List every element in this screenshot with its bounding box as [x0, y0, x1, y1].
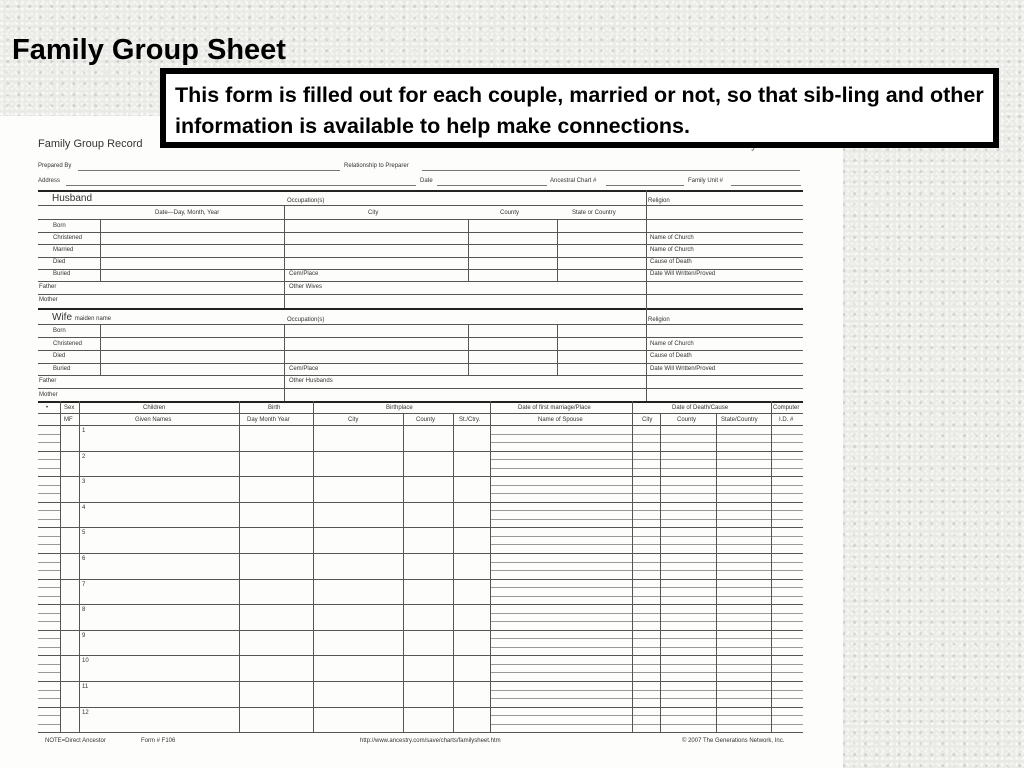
child-subline — [632, 621, 771, 622]
child-subline — [771, 698, 803, 699]
footer-note: NOTE=Direct Ancestor — [45, 738, 106, 744]
husband-event-christened: Christened — [53, 235, 83, 241]
child-subline — [38, 613, 60, 614]
child-subline — [632, 724, 771, 725]
child-subline — [490, 621, 632, 622]
child-row-border — [38, 604, 803, 605]
husband-event-died: Died — [53, 259, 66, 265]
mf-header: MF — [64, 417, 73, 423]
child-subline — [490, 442, 632, 443]
child-subline — [632, 698, 771, 699]
child-subline — [771, 621, 803, 622]
child-subline — [490, 672, 632, 673]
husband-church-2: Name of Church — [650, 247, 694, 253]
spouse-name-header: Name of Spouse — [538, 417, 583, 423]
child-subline — [490, 724, 632, 725]
birthplace-header: Birthplace — [386, 405, 413, 411]
child-subline — [771, 596, 803, 597]
child-subline — [490, 485, 632, 486]
child-subline — [490, 715, 632, 716]
child-subline — [490, 647, 632, 648]
wife-event-born: Born — [53, 328, 66, 334]
child-subline — [38, 459, 60, 460]
child-subline — [771, 664, 803, 665]
child-subline — [771, 536, 803, 537]
child-subline — [632, 485, 771, 486]
child-number: 7 — [82, 581, 86, 588]
child-subline — [490, 468, 632, 469]
child-subline — [38, 570, 60, 571]
state-column-header: State or Country — [572, 210, 616, 216]
child-subline — [771, 519, 803, 520]
death-state-header: State/Country — [721, 417, 758, 423]
child-subline — [38, 587, 60, 588]
child-subline — [38, 672, 60, 673]
county-column-header: County — [500, 210, 520, 216]
other-wives-label: Other Wives — [289, 284, 323, 290]
child-subline — [490, 690, 632, 691]
footer-url: http://www.ancestry.com/save/charts/familysheet.htm — [360, 738, 501, 744]
child-subline — [490, 638, 632, 639]
child-subline — [38, 519, 60, 520]
husband-event-married: Married — [53, 247, 74, 253]
wife-father-label: Father — [39, 378, 57, 384]
child-subline — [771, 690, 803, 691]
child-number: 8 — [82, 607, 86, 614]
family-group-record-form — [0, 116, 843, 768]
child-subline — [771, 638, 803, 639]
child-subline — [632, 647, 771, 648]
child-subline — [490, 570, 632, 571]
child-subline — [38, 621, 60, 622]
wife-religion-label: Religion — [648, 317, 670, 323]
child-subline — [632, 690, 771, 691]
wife-cause-death: Cause of Death — [650, 353, 692, 359]
wife-church: Name of Church — [650, 341, 694, 347]
child-subline — [771, 468, 803, 469]
child-subline — [771, 672, 803, 673]
child-subline — [632, 570, 771, 571]
child-subline — [771, 493, 803, 494]
husband-cause-death: Cause of Death — [650, 259, 692, 265]
husband-heading: Husband — [52, 193, 93, 204]
child-subline — [632, 510, 771, 511]
ancestral-chart-label: Ancestral Chart # — [550, 178, 597, 184]
death-header: Date of Death/Cause — [672, 405, 729, 411]
child-subline — [38, 698, 60, 699]
child-subline — [632, 664, 771, 665]
child-subline — [38, 536, 60, 537]
child-number: 1 — [82, 428, 86, 434]
child-number: 5 — [82, 530, 86, 537]
child-subline — [771, 724, 803, 725]
child-number: 4 — [82, 504, 86, 511]
date-column-header: Date—Day, Month, Year — [155, 210, 220, 216]
husband-cem-place: Cem/Place — [289, 271, 319, 277]
wife-heading: Wife maiden name — [52, 312, 112, 323]
child-subline — [632, 596, 771, 597]
husband-event-born: Born — [53, 223, 66, 229]
child-subline — [490, 613, 632, 614]
child-subline — [38, 638, 60, 639]
child-subline — [632, 587, 771, 588]
address-label: Address — [38, 178, 61, 184]
child-subline — [38, 664, 60, 665]
child-subline — [38, 724, 60, 725]
child-row-border — [38, 732, 803, 733]
child-number: 6 — [82, 556, 86, 562]
child-subline — [632, 613, 771, 614]
child-subline — [632, 544, 771, 545]
first-marriage-header: Date of first marriage/Place — [518, 405, 591, 411]
child-number: 11 — [82, 684, 89, 690]
child-number: 10 — [82, 658, 89, 665]
child-subline — [490, 510, 632, 511]
death-city-header: City — [642, 417, 653, 423]
child-subline — [38, 493, 60, 494]
child-number: 9 — [82, 632, 86, 639]
child-subline — [771, 647, 803, 648]
child-number: 12 — [82, 709, 89, 716]
child-subline — [632, 562, 771, 563]
child-row-border — [38, 579, 803, 580]
death-county-header: County — [677, 417, 697, 423]
wife-cem-place: Cem/Place — [289, 366, 319, 372]
wife-mother-label: Mother — [39, 392, 58, 398]
maiden-name-label: maiden name — [74, 316, 112, 322]
slide-title: Family Group Sheet — [12, 34, 286, 66]
child-number: 3 — [82, 479, 86, 486]
child-subline — [38, 690, 60, 691]
child-subline — [490, 562, 632, 563]
child-row-border — [38, 451, 803, 452]
husband-church-1: Name of Church — [650, 235, 694, 241]
child-subline — [38, 468, 60, 469]
husband-occupation-label: Occupation(s) — [287, 198, 325, 204]
relationship-label: Relationship to Preparer — [344, 163, 409, 169]
husband-event-buried: Buried — [53, 271, 71, 277]
child-subline — [632, 519, 771, 520]
child-subline — [490, 596, 632, 597]
child-subline — [490, 434, 632, 435]
child-row-border — [38, 527, 803, 528]
child-subline — [632, 493, 771, 494]
child-subline — [632, 536, 771, 537]
child-subline — [771, 562, 803, 563]
child-row-border — [38, 502, 803, 503]
child-subline — [38, 562, 60, 563]
child-number: 2 — [82, 453, 86, 460]
child-subline — [632, 434, 771, 435]
direct-ancestor-marker: • — [46, 405, 49, 411]
child-row-border — [38, 553, 803, 554]
husband-religion-label: Religion — [648, 198, 670, 204]
wife-event-died: Died — [53, 353, 66, 359]
child-subline — [38, 510, 60, 511]
child-subline — [771, 510, 803, 511]
child-subline — [38, 647, 60, 648]
child-subline — [632, 672, 771, 673]
child-subline — [771, 442, 803, 443]
day-month-year-header: Day Month Year — [247, 417, 290, 423]
id-header: I.D. # — [779, 417, 794, 423]
date-label: Date — [420, 178, 433, 184]
child-subline — [38, 715, 60, 716]
wife-will: Date Will Written/Proved — [650, 366, 716, 372]
child-subline — [771, 570, 803, 571]
child-row-border — [38, 655, 803, 656]
birth-city-header: City — [348, 417, 359, 423]
callout-box — [160, 68, 999, 148]
child-subline — [490, 536, 632, 537]
city-column-header: City — [368, 210, 379, 216]
child-subline — [490, 698, 632, 699]
form-title: Family Group Record — [38, 138, 143, 150]
child-subline — [490, 459, 632, 460]
child-row-border — [38, 681, 803, 682]
child-subline — [771, 434, 803, 435]
child-subline — [632, 459, 771, 460]
wife-event-buried: Buried — [53, 366, 71, 372]
child-subline — [38, 442, 60, 443]
child-subline — [771, 544, 803, 545]
child-subline — [490, 493, 632, 494]
child-subline — [38, 596, 60, 597]
child-subline — [490, 544, 632, 545]
child-subline — [632, 638, 771, 639]
footer-copyright: © 2007 The Generations Network, Inc. — [682, 738, 785, 744]
child-subline — [490, 587, 632, 588]
wife-event-christened: Christened — [53, 341, 83, 347]
child-subline — [632, 715, 771, 716]
child-row-border — [38, 630, 803, 631]
child-row-border — [38, 707, 803, 708]
birth-header: Birth — [268, 405, 281, 411]
child-row-border — [38, 476, 803, 477]
birth-state-header: St./Ctry. — [459, 417, 481, 423]
footer-form-number: Form # F106 — [141, 738, 176, 744]
child-subline — [771, 587, 803, 588]
child-subline — [771, 485, 803, 486]
child-subline — [38, 434, 60, 435]
husband-will: Date Will Written/Proved — [650, 271, 716, 277]
children-header: Children — [143, 405, 166, 411]
birth-county-header: County — [416, 417, 436, 423]
child-subline — [38, 544, 60, 545]
child-subline — [771, 613, 803, 614]
family-unit-label: Family Unit # — [688, 178, 724, 184]
callout-text: This form is filled out for each couple, married or not, so that sib-ling and other information is available to help make connections. — [175, 83, 984, 138]
sex-header: Sex — [64, 405, 75, 411]
prepared-by-label: Prepared By — [38, 163, 72, 169]
wife-occupation-label: Occupation(s) — [287, 317, 325, 323]
other-husbands-label: Other Husbands — [289, 378, 333, 384]
child-subline — [771, 715, 803, 716]
child-subline — [632, 468, 771, 469]
child-subline — [632, 442, 771, 443]
child-subline — [490, 664, 632, 665]
husband-mother-label: Mother — [39, 297, 58, 303]
child-subline — [771, 459, 803, 460]
husband-father-label: Father — [39, 284, 57, 290]
child-subline — [38, 485, 60, 486]
child-subline — [490, 519, 632, 520]
computer-header: Computer — [773, 405, 800, 411]
given-names-header: Given Names — [135, 417, 172, 423]
